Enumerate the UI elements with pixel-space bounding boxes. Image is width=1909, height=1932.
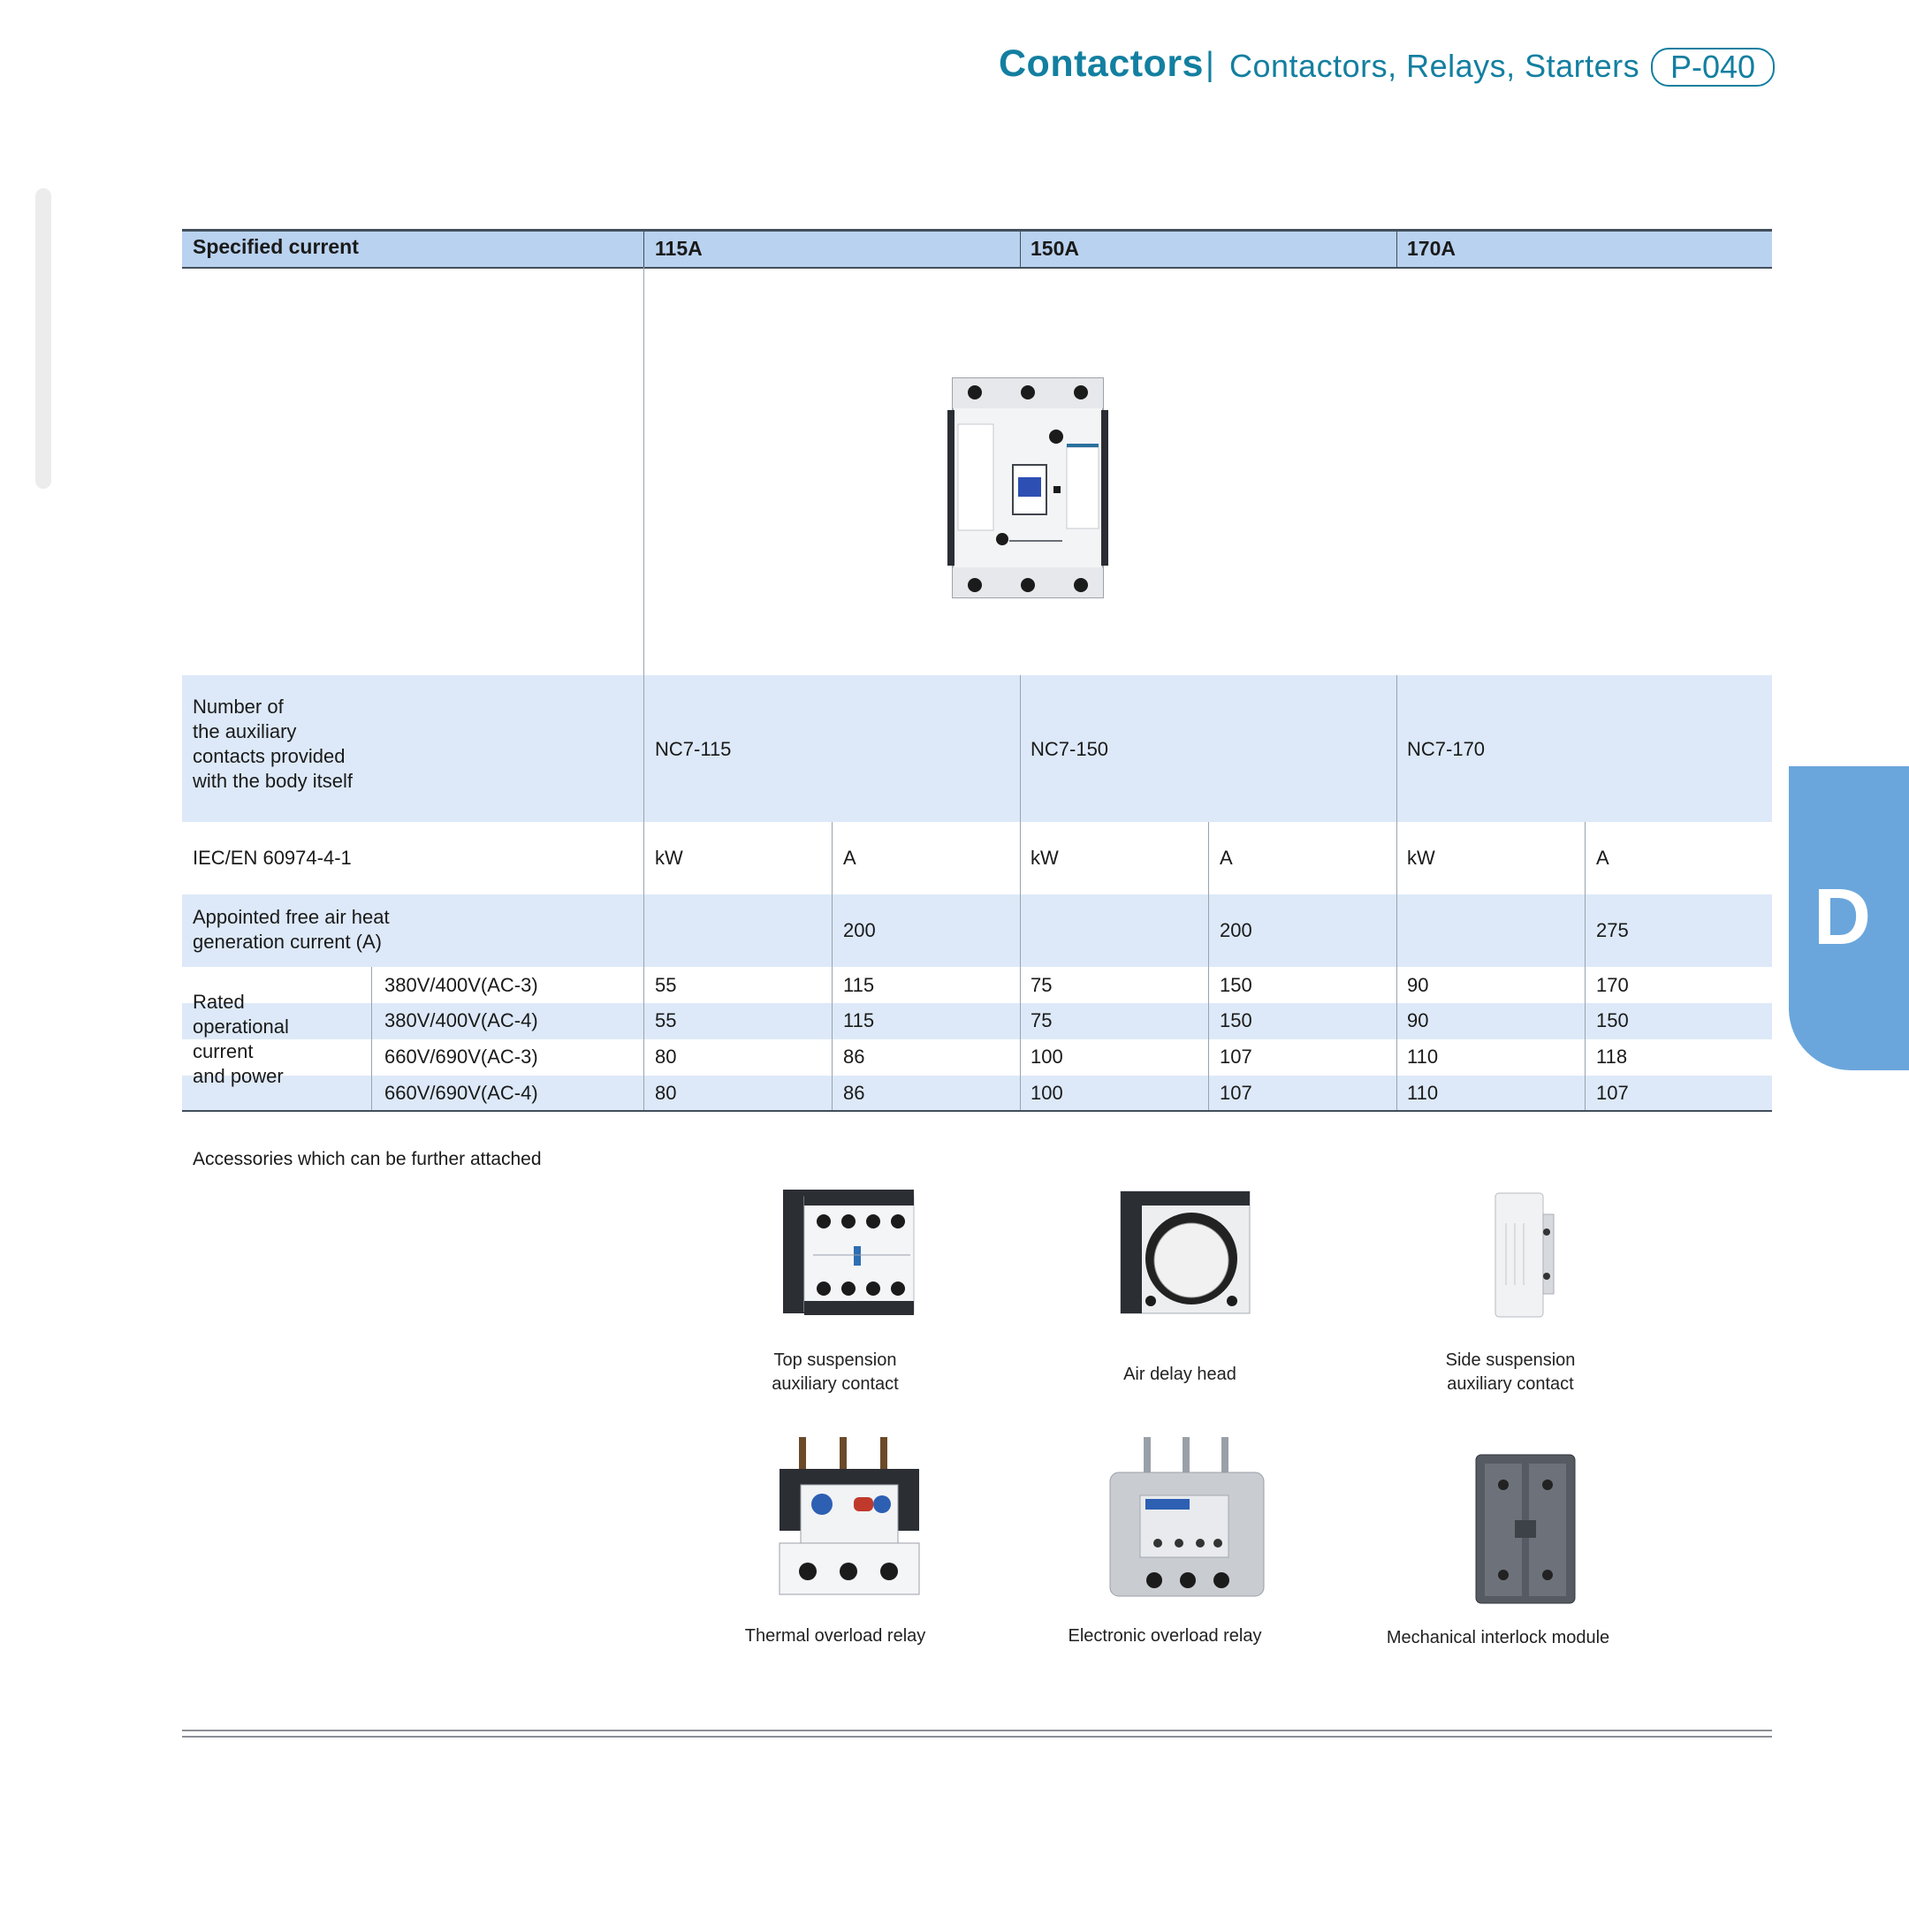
header-divider [1396,229,1397,267]
unit-cell: A [843,847,856,869]
header-col-115a: 115A [655,237,703,260]
table-cell: 86 [843,1046,865,1068]
contactor-product-image [947,371,1108,605]
rated-condition: 660V/690V(AC-3) [384,1046,538,1068]
section-tab-label: D [1814,873,1871,962]
brand-title: Contactors [999,42,1204,85]
accessory-caption: Mechanical interlock module [1386,1628,1610,1647]
page-code-badge: P-040 [1651,48,1775,87]
accessory-caption: Air delay head [1123,1365,1236,1384]
header-divider [643,229,644,267]
heat-value-115: 200 [843,919,876,941]
table-cell: 90 [1407,974,1429,996]
table-cell: 107 [1596,1082,1629,1104]
table-cell: 110 [1407,1046,1439,1068]
aux-row-label: Number of the auxiliary contacts provided with the body itself [193,696,353,792]
accessory-caption: Electronic overload relay [1068,1626,1262,1646]
table-cell: 75 [1031,1009,1053,1031]
interlock-module-icon [1471,1449,1580,1609]
header-col-170a: 170A [1407,237,1456,260]
table-cell: 80 [655,1046,677,1068]
model-nc7-115: NC7-115 [655,738,732,760]
model-nc7-170: NC7-170 [1407,738,1486,760]
table-cell: 80 [655,1082,677,1104]
heat-value-150: 200 [1220,919,1252,941]
section-tab[interactable] [1789,766,1909,1070]
table-cell: 107 [1220,1082,1252,1104]
col-divider [1585,822,1586,1110]
scrollbar[interactable] [35,188,51,489]
table-cell: 110 [1407,1082,1439,1104]
col-divider [1396,675,1397,1110]
heat-row-label: Appointed free air heat generation current (A) [193,906,390,953]
col-divider [643,267,644,1110]
rated-group-label: Rated operational current and power [193,991,289,1087]
heat-value-170: 275 [1596,919,1629,941]
table-cell: 100 [1031,1046,1063,1068]
accessories-title: Accessories which can be further attached [193,1149,542,1169]
rated-condition: 660V/690V(AC-4) [384,1082,538,1104]
table-cell: 118 [1596,1046,1628,1068]
unit-cell: kW [1031,847,1059,869]
unit-cell: kW [1407,847,1435,869]
table-cell: 86 [843,1082,865,1104]
rated-condition: 380V/400V(AC-3) [384,974,538,996]
header-divider [1020,229,1021,267]
table-cell: 150 [1220,974,1252,996]
unit-cell: A [1596,847,1609,869]
accessory-caption: Thermal overload relay [744,1626,926,1646]
table-cell: 75 [1031,974,1053,996]
unit-cell: A [1220,847,1233,869]
standard-label: IEC/EN 60974-4-1 [193,847,352,869]
header-col-150a: 150A [1031,237,1079,260]
accessory-caption: Top suspension auxiliary contact [772,1350,899,1394]
footer-rule [182,1730,1772,1731]
accessory-caption: Side suspension auxiliary contact [1445,1350,1576,1394]
col-divider [1208,822,1209,1110]
thermal-relay-icon [774,1434,924,1601]
table-cell: 55 [655,974,677,996]
table-cell: 107 [1220,1046,1252,1068]
aux-contact-block-icon [778,1184,919,1321]
table-cell: 150 [1596,1009,1629,1031]
header-separator: | [1205,46,1214,83]
air-delay-head-icon [1115,1184,1255,1321]
side-aux-contact-icon [1488,1188,1559,1320]
heat-row-band [182,894,1772,967]
unit-cell: kW [655,847,683,869]
electronic-relay-icon [1105,1434,1269,1601]
table-cell: 100 [1031,1082,1063,1104]
table-bottom-rule [182,1110,1772,1112]
header-subtitle: Contactors, Relays, Starters [1229,48,1640,84]
col-divider [1020,675,1021,1110]
rated-condition: 380V/400V(AC-4) [384,1009,538,1031]
table-cell: 90 [1407,1009,1429,1031]
table-cell: 170 [1596,974,1629,996]
model-nc7-150: NC7-150 [1031,738,1109,760]
table-cell: 150 [1220,1009,1252,1031]
table-cell: 115 [843,974,875,996]
table-cell: 55 [655,1009,677,1031]
col-divider [832,822,833,1110]
header-label: Specified current [193,235,359,258]
table-header-band [182,229,1772,269]
table-cell: 115 [843,1009,875,1031]
footer-rule [182,1736,1772,1738]
aux-row-band [182,675,1772,822]
col-divider [371,967,372,1110]
